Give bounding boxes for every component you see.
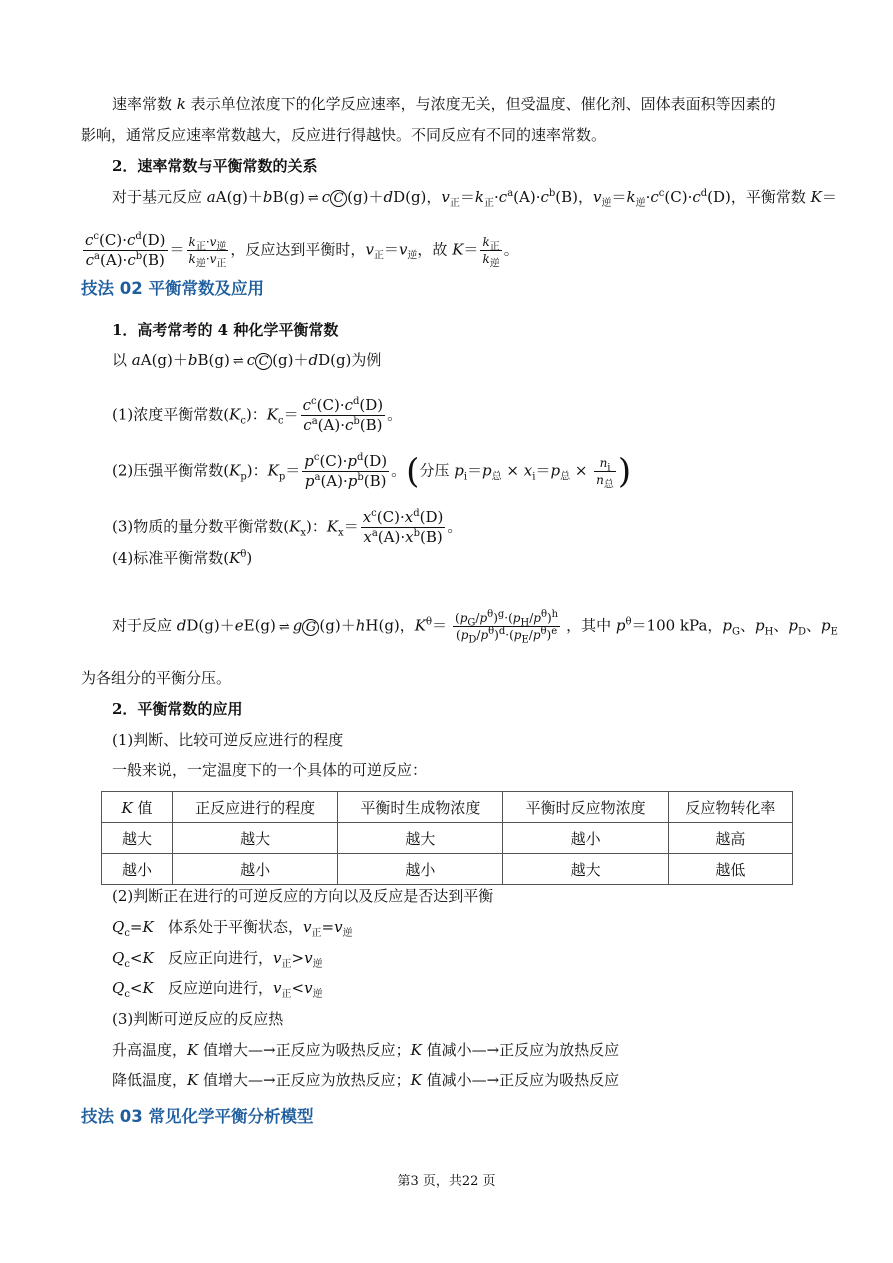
- ko-line: 对于反应 dD(g)＋eE(g) ⇌ g G (g)＋hH(g)，$K^\theta=$ $\frac{(p_G/p^\theta)^g\cdot(p_H/p^\theta)^h}{(p_D/p^\theta)^d\cdot(p_E/p^\theta)^e}$ ，其中 $p^\theta=100$ kPa，$p_G$、$p_H$、$p_D$、$p_E$: [112, 609, 838, 646]
- heat-line-2: 降低温度，K 值增大—→正反应为放热反应；K 值减小—→正反应为吸热反应: [112, 1071, 620, 1089]
- s2-line-2: $\frac{c^c(C)\cdot c^d(D)}{c^a(A)\cdot c^b(B)}$ ＝ $\frac{k_正\cdot v_逆}{k_逆\cdot v_正}$ ，反应达到平衡时，$v_正=v_逆$，故 K＝ $\frac{k_正}{k_逆}$ 。: [85, 231, 519, 270]
- table-cell: 越大: [173, 823, 338, 854]
- q-equal: $Q_c=K$ 体系处于平衡状态，$v_正=v_逆$: [112, 918, 353, 939]
- table-cell: 越低: [668, 854, 792, 885]
- app2: (2)判断正在进行的可逆反应的方向以及反应是否达到平衡: [112, 887, 494, 905]
- kp-line: (2)压强平衡常数$(K_p)$：$K_p=$ $\frac{p^c(C)\cdot p^d(D)}{p^a(A)\cdot p^b(B)}$ 。(分压 $p_i=p_总 \times x_i=p_总$ × $\frac{n_i}{n_总}$ ): [112, 451, 632, 492]
- page-number-footer: 第3 页，共22 页: [397, 1174, 496, 1189]
- heat-line-1: 升高温度，K 值增大—→正反应为吸热反应；K 值减小—→正反应为放热反应: [112, 1041, 620, 1059]
- intro-line-1: 速率常数 k 表示单位浓度下的化学反应速率，与浓度无关，但受温度、催化剂、固体表面积等因素的: [112, 95, 776, 113]
- t02-s2-title: 2．平衡常数的应用: [112, 700, 243, 718]
- table-header: 平衡时反应物浓度: [503, 792, 668, 823]
- intro-line-2: 影响，通常反应速率常数越大，反应进行得越快。不同反应有不同的速率常数。: [81, 126, 607, 144]
- table-cell: 越小: [173, 854, 338, 885]
- table-cell: 越大: [102, 823, 173, 854]
- kx-line: (3)物质的量分数平衡常数$(K_x)$：$K_x=$ $\frac{x^c(C)\cdot x^d(D)}{x^a(A)\cdot x^b(B)}$ 。: [112, 508, 463, 546]
- ko-tail: 为各组分的平衡分压。: [81, 669, 232, 687]
- q-less-forward: $Q_c<K$ 反应正向进行，$v_正>v_逆$: [112, 949, 323, 970]
- table-header: 反应物转化率: [668, 792, 792, 823]
- equilibrium-arrow-icon: ⇌: [307, 191, 319, 206]
- tech02-heading: 技法 02 平衡常数及应用: [81, 279, 264, 298]
- k-value-table: [101, 791, 793, 885]
- kc-line: (1)浓度平衡常数$(K_c)$：$K_c=$ $\frac{c^c(C)\cdot c^d(D)}{c^a(A)\cdot c^b(B)}$ 。: [112, 396, 403, 434]
- table-header-row: [102, 792, 793, 823]
- t02-example: 以 aA(g)＋bB(g) ⇌ c C (g)＋dD(g)为例: [112, 350, 381, 372]
- s2-title: 2．速率常数与平衡常数的关系: [112, 157, 318, 175]
- table-cell: 越大: [503, 854, 668, 885]
- app3: (3)判断可逆反应的反应热: [112, 1010, 284, 1028]
- table-header: 正反应进行的程度: [173, 792, 338, 823]
- table-cell: 越高: [668, 823, 792, 854]
- app1: (1)判断、比较可逆反应进行的程度: [112, 731, 344, 749]
- table-cell: 越小: [503, 823, 668, 854]
- t02-s1-title: 1．高考常考的 4 种化学平衡常数: [112, 321, 339, 339]
- table-cell: 越小: [338, 854, 503, 885]
- equilibrium-arrow-icon: ⇌: [232, 354, 244, 369]
- ko-label: (4)标准平衡常数$(K^\theta)$: [112, 549, 253, 567]
- q-less-reverse: $Q_c<K$ 反应逆向进行，$v_正<v_逆$: [112, 979, 323, 1000]
- table-row: [102, 823, 793, 854]
- tech03-heading: 技法 03 常见化学平衡分析模型: [81, 1107, 314, 1126]
- app1-sub: 一般来说，一定温度下的一个具体的可逆反应：: [112, 761, 428, 779]
- table-cell: 越大: [338, 823, 503, 854]
- table-header: K 值: [102, 792, 173, 823]
- table-header: 平衡时生成物浓度: [338, 792, 503, 823]
- table-row: [102, 854, 793, 885]
- s2-line-1: 对于基元反应 aA(g)＋bB(g) ⇌ c C (g)＋dD(g)，$v_正=k_正\cdot c^a(A)\cdot c^b(B)$，$v_逆=k_逆\cdot c^c(C)\cdot c^d(D)$，平衡常数 K＝: [112, 188, 837, 209]
- table-cell: 越小: [102, 854, 173, 885]
- equilibrium-arrow-icon: ⇌: [278, 619, 290, 635]
